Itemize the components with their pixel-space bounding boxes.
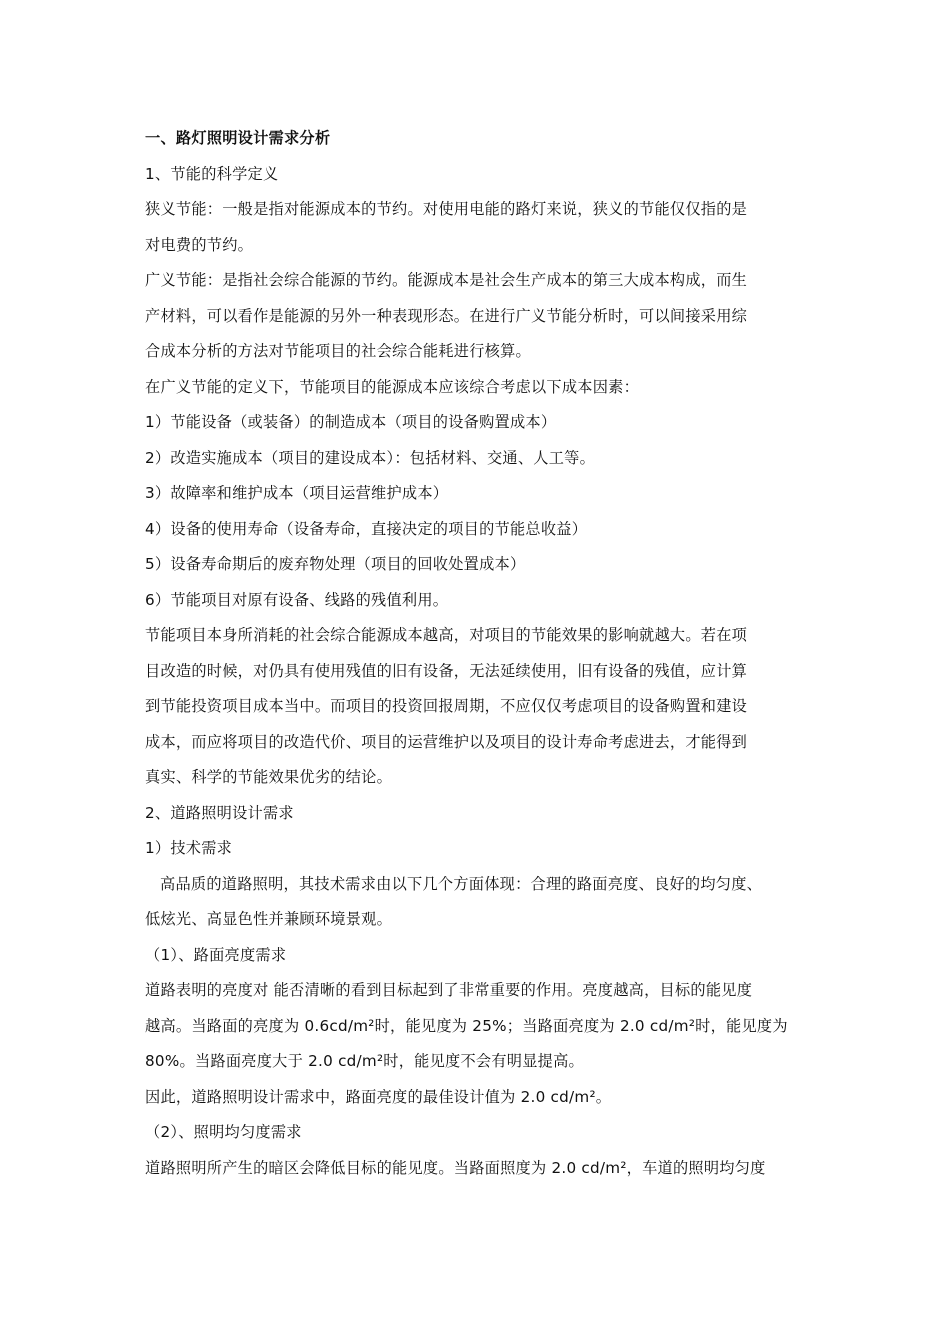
list-item: 2）改造实施成本（项目的建设成本）：包括材料、交通、人工等。 (145, 448, 596, 467)
document-body (145, 121, 817, 1186)
paragraph-line: 狭义节能：一般是指对能源成本的节约。对使用电能的路灯来说，狭义的节能仅仅指的是 (145, 200, 748, 218)
paragraph-line: 80%。当路面亮度大于 2.0 cd/m²时，能见度不会有明显提高。 (145, 1052, 584, 1070)
paragraph-line: 节能项目本身所消耗的社会综合能源成本越高，对项目的节能效果的影响就越大。若在项 (145, 626, 748, 644)
paragraph-line: 产材料，可以看作是能源的另外一种表现形态。在进行广义节能分析时，可以间接采用综 (145, 306, 748, 325)
paragraph-line: 成本，而应将项目的改造代价、项目的运营维护以及项目的设计寿命考虑进去，才能得到 (145, 732, 748, 751)
list-item: 4）设备的使用寿命（设备寿命，直接决定的项目的节能总收益） (145, 519, 588, 538)
paragraph-line: 道路照明所产生的暗区会降低目标的能见度。当路面照度为 2.0 cd/m²，车道的照明均匀度 (145, 1158, 766, 1177)
paragraph-line: 广义节能：是指社会综合能源的节约。能源成本是社会生产成本的第三大成本构成，而生 (145, 271, 748, 289)
paragraph-line: 低炫光、高显色性并兼顾环境景观。 (145, 910, 392, 928)
paragraph-line: 高品质的道路照明，其技术需求由以下几个方面体现：合理的路面亮度、良好的均匀度、 (160, 874, 763, 893)
section-heading: 一、路灯照明设计需求分析 (145, 129, 331, 147)
paragraph-line: 目改造的时候，对仍具有使用残值的旧有设备，无法延续使用，旧有设备的残值，应计算 (145, 661, 748, 680)
paragraph-line: 真实、科学的节能效果优劣的结论。 (145, 768, 392, 786)
paragraph-line: 越高。当路面的亮度为 0.6cd/m²时，能见度为 25%；当路面亮度为 2.0 cd/m²时，能见度为 (145, 1016, 788, 1035)
paragraph-line: 因此，道路照明设计需求中，路面亮度的最佳设计值为 2.0 cd/m²。 (145, 1087, 612, 1106)
list-item: 3）故障率和维护成本（项目运营维护成本） (145, 484, 449, 502)
list-item: 1）节能设备（或装备）的制造成本（项目的设备购置成本） (145, 413, 557, 431)
subsection-title: 1、节能的科学定义 (145, 164, 279, 183)
paragraph-line: 对电费的节约。 (145, 235, 254, 254)
subsection-title: 1）技术需求 (145, 839, 233, 857)
subsection-title: 2、道路照明设计需求 (145, 803, 294, 822)
list-item: 5）设备寿命期后的废弃物处理（项目的回收处置成本） (145, 555, 526, 573)
subsection-title: （1）、路面亮度需求 (145, 945, 287, 964)
subsection-title: （2）、照明均匀度需求 (145, 1123, 302, 1141)
paragraph-line: 合成本分析的方法对节能项目的社会综合能耗进行核算。 (145, 342, 531, 360)
paragraph-line: 到节能投资项目成本当中。而项目的投资回报周期，不应仅仅考虑项目的设备购置和建设 (145, 697, 748, 715)
paragraph-line: 在广义节能的定义下，节能项目的能源成本应该综合考虑以下成本因素： (145, 377, 639, 396)
paragraph-line: 道路表明的亮度对 能否清晰的看到目标起到了非常重要的作用。亮度越高，目标的能见度 (145, 981, 753, 999)
list-item: 6）节能项目对原有设备、线路的残值利用。 (145, 590, 449, 609)
